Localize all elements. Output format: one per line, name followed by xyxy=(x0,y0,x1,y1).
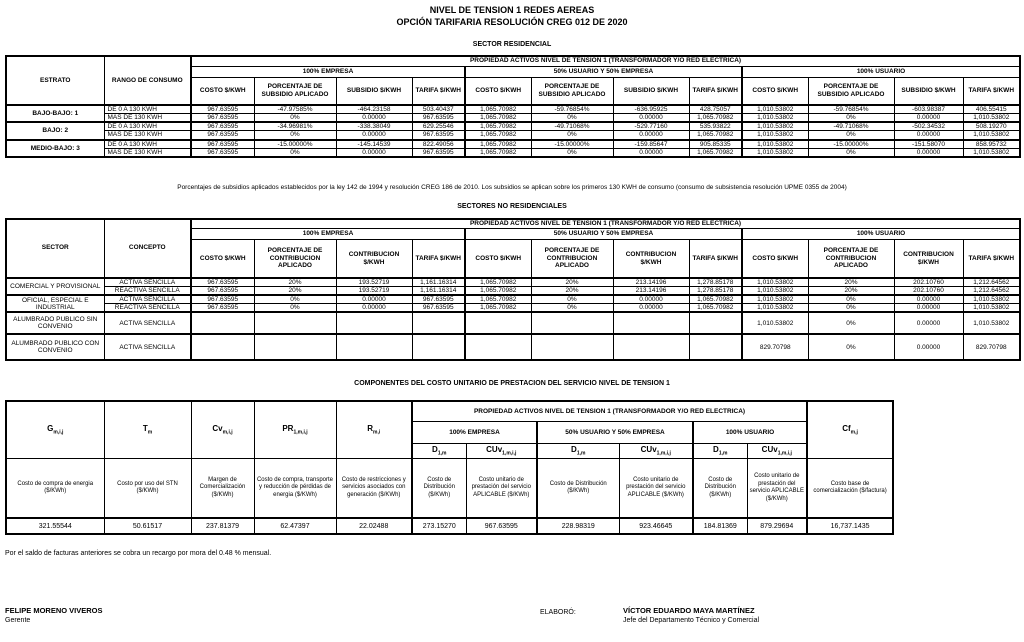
page-title-line2: OPCIÓN TARIFARIA RESOLUCIÓN CREG 012 DE 2020 xyxy=(396,17,628,27)
table-row xyxy=(6,105,1020,114)
estrato-cell: BAJO: 2 xyxy=(6,122,104,139)
page-title-line1: NIVEL DE TENSION 1 REDES AEREAS xyxy=(429,5,595,15)
table-cell: 273.15270 xyxy=(412,518,466,534)
sector-cell: COMERCIAL Y PROVISIONAL xyxy=(6,278,104,295)
table-cell: 967.63595 xyxy=(191,148,254,157)
components-table-body xyxy=(6,458,893,534)
table-cell: 1,065.70982 xyxy=(465,140,531,149)
manager-name: FELIPE MORENO VIVEROS xyxy=(5,606,103,616)
subcol-header: TARIFA $/KWH xyxy=(689,77,742,105)
table-cell: 0% xyxy=(254,131,336,140)
table-cell xyxy=(191,334,254,360)
table-cell: 0% xyxy=(531,295,613,304)
table-cell: 1,010.53802 xyxy=(963,304,1020,313)
table-cell: Costo de Distribución ($/KWh) xyxy=(537,458,619,518)
table-cell: 967.63595 xyxy=(466,518,537,534)
subcol-header: PORCENTAJE DE CONTRIBUCION APLICADO xyxy=(531,240,613,278)
table-cell: 1,065.70982 xyxy=(465,286,531,295)
table-cell: 0% xyxy=(254,148,336,157)
table-cell: -464.23158 xyxy=(336,105,412,114)
table-cell: 0.00000 xyxy=(336,304,412,313)
table-cell: Costo unitario de prestación del servicio APLICABLE ($/KWh) xyxy=(747,458,807,518)
table-cell xyxy=(689,334,742,360)
table-cell: -603.98387 xyxy=(894,105,963,114)
subcol-header: SUBSIDIO $/KWH xyxy=(894,77,963,105)
table-row xyxy=(6,334,1020,360)
table-cell: 0.00000 xyxy=(613,295,689,304)
table-row xyxy=(6,286,1020,295)
table-cell xyxy=(465,334,531,360)
manager-role: Gerente xyxy=(5,617,31,625)
table-cell: 1,065.70982 xyxy=(689,148,742,157)
col-header-concepto: CONCEPTO xyxy=(104,219,191,278)
table-cell: 0.00000 xyxy=(336,148,412,157)
table-cell: 1,010.53802 xyxy=(963,114,1020,123)
table-cell: 508.19270 xyxy=(963,122,1020,131)
table-cell: 967.63595 xyxy=(412,304,465,313)
table-row xyxy=(6,114,1020,123)
table-cell: 0% xyxy=(254,114,336,123)
subcol-header: PORCENTAJE DE CONTRIBUCION APLICADO xyxy=(254,240,336,278)
table-cell: Costo de compra, transporte y reducción de pérdidas de energia ($/KWh) xyxy=(254,458,336,518)
table-cell: 967.63595 xyxy=(412,114,465,123)
col-header-cuv: CUv$_{1,m,i,j}$ xyxy=(619,443,693,458)
author-name: VÍCTOR EDUARDO MAYA MARTÍNEZ xyxy=(623,606,755,616)
components-table xyxy=(5,400,894,535)
table-cell: 967.63595 xyxy=(412,295,465,304)
table-cell: 50.61517 xyxy=(104,518,191,534)
table-cell: 535.93822 xyxy=(689,122,742,131)
table-cell: 0.00000 xyxy=(336,131,412,140)
table-cell: 967.63595 xyxy=(191,105,254,114)
table-cell: DE 0 A 130 KWH xyxy=(104,122,191,131)
group-header-usuario: 100% USUARIO xyxy=(693,421,807,443)
table-cell: 1,161.16314 xyxy=(412,278,465,287)
table-cell: MAS DE 130 KWH xyxy=(104,148,191,157)
table-cell: 0% xyxy=(254,304,336,313)
table-cell: 0.00000 xyxy=(894,131,963,140)
table-cell: DE 0 A 130 KWH xyxy=(104,140,191,149)
elaborated-by-label: ELABORÓ: xyxy=(540,609,576,617)
col-header-t: $T_m$ xyxy=(104,401,191,458)
table-cell: 1,065.70982 xyxy=(465,122,531,131)
subcol-header: PORCENTAJE DE CONTRIBUCION APLICADO xyxy=(808,240,894,278)
subcol-header: SUBSIDIO $/KWH xyxy=(613,77,689,105)
table-cell: 923.46645 xyxy=(619,518,693,534)
table-cell: 503.40437 xyxy=(412,105,465,114)
table-cell: 0% xyxy=(531,304,613,313)
table-cell: 1,065.70982 xyxy=(465,131,531,140)
table-cell: 202.10760 xyxy=(894,286,963,295)
table-cell: 1,065.70982 xyxy=(689,295,742,304)
subcol-header: CONTRIBUCION $/KWH xyxy=(336,240,412,278)
table-cell: ACTIVA SENCILLA xyxy=(104,278,191,287)
non-residential-table-header xyxy=(6,219,1020,278)
table-cell: 858.95732 xyxy=(963,140,1020,149)
subcol-header: COSTO $/KWH xyxy=(465,240,531,278)
table-cell: -151.58070 xyxy=(894,140,963,149)
table-cell: -59.76854% xyxy=(808,105,894,114)
col-header-cuv: CUv$_{1,m,i,j}$ xyxy=(466,443,537,458)
table-cell: 1,010.53802 xyxy=(963,148,1020,157)
author-role: Jefe del Departamento Técnico y Comercial xyxy=(623,617,760,625)
table-cell: 20% xyxy=(531,278,613,287)
table-cell: 0.00000 xyxy=(613,148,689,157)
table-cell: 20% xyxy=(531,286,613,295)
table-cell: MAS DE 130 KWH xyxy=(104,131,191,140)
table-cell: Costo de Distribución ($/KWh) xyxy=(693,458,747,518)
residential-table xyxy=(5,55,1021,158)
table-cell: 1,010.53802 xyxy=(963,312,1020,334)
table-row xyxy=(6,148,1020,157)
subcol-header: CONTRIBUCION $/KWH xyxy=(613,240,689,278)
propiedad-span-header: PROPIEDAD ACTIVOS NIVEL DE TENSION 1 (TRANSFORMADOR Y/O RED ELECTRICA) xyxy=(412,401,807,421)
table-cell: 1,065.70982 xyxy=(465,114,531,123)
subcol-header: COSTO $/KWH xyxy=(191,77,254,105)
table-cell: 20% xyxy=(808,278,894,287)
table-cell: 1,278.85178 xyxy=(689,278,742,287)
table-cell: ACTIVA SENCILLA xyxy=(104,334,191,360)
table-cell: -34.96981% xyxy=(254,122,336,131)
table-cell: 0% xyxy=(808,295,894,304)
table-cell: 0.00000 xyxy=(894,148,963,157)
table-row xyxy=(6,295,1020,304)
table-cell: 0% xyxy=(808,148,894,157)
table-cell: 1,010.53802 xyxy=(742,304,808,313)
col-header-d: $D_{1,m}$ xyxy=(412,443,466,458)
section-title-residential: SECTOR RESIDENCIAL xyxy=(472,41,552,48)
subcol-header: TARIFA $/KWH xyxy=(689,240,742,278)
table-cell: 1,065.70982 xyxy=(465,295,531,304)
table-cell: 0.00000 xyxy=(613,114,689,123)
table-cell: 0% xyxy=(808,131,894,140)
table-cell: 0.00000 xyxy=(894,114,963,123)
table-cell: 1,161.16314 xyxy=(412,286,465,295)
table-cell: 1,212.64562 xyxy=(963,278,1020,287)
non-residential-table-body xyxy=(6,278,1020,361)
table-cell: -502.34532 xyxy=(894,122,963,131)
table-cell: 0.00000 xyxy=(336,114,412,123)
table-cell: -49.71068% xyxy=(531,122,613,131)
sector-cell: ALUMBRADO PUBLICO SIN CONVENIO xyxy=(6,312,104,334)
table-cell xyxy=(613,312,689,334)
table-cell: 1,065.70982 xyxy=(689,114,742,123)
table-cell: 1,010.53802 xyxy=(742,140,808,149)
table-row xyxy=(6,304,1020,313)
table-cell: 20% xyxy=(808,286,894,295)
table-cell: 0% xyxy=(254,295,336,304)
col-header-d: $D_{1,m}$ xyxy=(693,443,747,458)
table-cell: -338.38049 xyxy=(336,122,412,131)
table-cell: 62.47397 xyxy=(254,518,336,534)
table-cell: 1,065.70982 xyxy=(689,304,742,313)
table-cell xyxy=(689,312,742,334)
group-header-usuario: 100% USUARIO xyxy=(742,229,1020,240)
table-cell xyxy=(191,312,254,334)
table-cell: Margen de Comercialización ($/KWh) xyxy=(191,458,254,518)
table-cell: 20% xyxy=(254,286,336,295)
section-title-non-residential: SECTORES NO RESIDENCIALES xyxy=(457,202,567,210)
table-cell: 0.00000 xyxy=(894,295,963,304)
table-cell: 20% xyxy=(254,278,336,287)
table-cell: 0% xyxy=(808,114,894,123)
subcol-header: PORCENTAJE DE SUBSIDIO APLICADO xyxy=(531,77,613,105)
group-header-mixto: 50% USUARIO Y 50% EMPRESA xyxy=(465,229,742,240)
table-cell xyxy=(531,312,613,334)
table-cell: 0.00000 xyxy=(613,131,689,140)
col-header-d: $D_{1,m}$ xyxy=(537,443,619,458)
table-cell: 406.55415 xyxy=(963,105,1020,114)
table-cell: 22.02488 xyxy=(336,518,412,534)
table-cell: 213.14196 xyxy=(613,286,689,295)
subcol-header: SUBSIDIO $/KWH xyxy=(336,77,412,105)
table-cell: 0% xyxy=(531,114,613,123)
table-cell: 1,010.53802 xyxy=(742,295,808,304)
subcol-header: PORCENTAJE DE SUBSIDIO APLICADO xyxy=(808,77,894,105)
residential-table-header xyxy=(6,56,1020,105)
table-cell: 0.00000 xyxy=(336,295,412,304)
estrato-cell: MEDIO-BAJO: 3 xyxy=(6,140,104,157)
table-cell: 193.52719 xyxy=(336,286,412,295)
table-cell: -59.76854% xyxy=(531,105,613,114)
residential-table-body xyxy=(6,105,1020,157)
table-cell: MAS DE 130 KWH xyxy=(104,114,191,123)
group-header-usuario: 100% USUARIO xyxy=(742,66,1020,77)
table-row xyxy=(6,312,1020,334)
col-header-cv: $Cv_{m,i,j}$ xyxy=(191,401,254,458)
subcol-header: COSTO $/KWH xyxy=(465,77,531,105)
table-cell: 967.63595 xyxy=(412,148,465,157)
table-row xyxy=(6,122,1020,131)
subcol-header: TARIFA $/KWH xyxy=(412,77,465,105)
table-cell: 967.63595 xyxy=(412,131,465,140)
table-cell: -15.00000% xyxy=(254,140,336,149)
table-cell: 213.14196 xyxy=(613,278,689,287)
estrato-cell: BAJO-BAJO: 1 xyxy=(6,105,104,122)
table-cell: 967.63595 xyxy=(191,278,254,287)
table-cell: Costo de restricciones y servicios asociados con generación ($/KWh) xyxy=(336,458,412,518)
table-cell: 1,010.53802 xyxy=(963,295,1020,304)
table-cell xyxy=(465,312,531,334)
table-cell xyxy=(531,334,613,360)
col-header-r: $R_{m,i}$ xyxy=(336,401,412,458)
group-header-mixto: 50% USUARIO Y 50% EMPRESA xyxy=(537,421,693,443)
table-cell: -15.00000% xyxy=(531,140,613,149)
subcol-header: COSTO $/KWH xyxy=(742,77,808,105)
table-cell: -47.97585% xyxy=(254,105,336,114)
table-cell: 822.49056 xyxy=(412,140,465,149)
table-cell: 1,010.53802 xyxy=(742,148,808,157)
table-cell xyxy=(412,312,465,334)
table-cell: 1,010.53802 xyxy=(742,105,808,114)
table-cell: Costo por uso del STN ($/KWh) xyxy=(104,458,191,518)
subcol-header: TARIFA $/KWH xyxy=(412,240,465,278)
table-row xyxy=(6,458,893,518)
table-cell: -15.00000% xyxy=(808,140,894,149)
table-cell: 0.00000 xyxy=(894,312,963,334)
table-row xyxy=(6,131,1020,140)
group-header-mixto: 50% USUARIO Y 50% EMPRESA xyxy=(465,66,742,77)
group-header-empresa: 100% EMPRESA xyxy=(412,421,537,443)
table-cell: -529.77160 xyxy=(613,122,689,131)
table-cell: 967.63595 xyxy=(191,114,254,123)
table-cell: 1,010.53802 xyxy=(742,278,808,287)
table-cell: 0% xyxy=(808,312,894,334)
col-header-pr: $PR_{1,m,i,j}$ xyxy=(254,401,336,458)
table-cell: 237.81379 xyxy=(191,518,254,534)
table-cell: 0% xyxy=(808,334,894,360)
table-cell: REACTIVA SENCILLA xyxy=(104,304,191,313)
table-cell: 321.55544 xyxy=(6,518,104,534)
table-cell: ACTIVA SENCILLA xyxy=(104,312,191,334)
table-cell: 202.10760 xyxy=(894,278,963,287)
table-cell: 1,010.53802 xyxy=(742,114,808,123)
table-cell: Costo unitario de prestación del servicio APLICABLE ($/KWh) xyxy=(619,458,693,518)
propiedad-span-header: PROPIEDAD ACTIVOS NIVEL DE TENSION 1 (TRANSFORMADOR Y/O RED ELECTRICA) xyxy=(191,56,1020,66)
table-cell: -636.95925 xyxy=(613,105,689,114)
col-header-cf: $Cf_{m,j}$ xyxy=(807,401,893,458)
subcol-header: TARIFA $/KWH xyxy=(963,240,1020,278)
signature-right xyxy=(623,606,759,625)
table-cell xyxy=(613,334,689,360)
table-cell: -145.14539 xyxy=(336,140,412,149)
table-cell: -49.71068% xyxy=(808,122,894,131)
table-cell: 1,010.53802 xyxy=(742,131,808,140)
table-cell: 905.85335 xyxy=(689,140,742,149)
table-cell: 967.63595 xyxy=(191,131,254,140)
col-header-cuv: CUv$_{1,m,i,j}$ xyxy=(747,443,807,458)
propiedad-span-header: PROPIEDAD ACTIVOS NIVEL DE TENSION 1 (TRANSFORMADOR Y/O RED ELECTRICA) xyxy=(191,219,1020,229)
group-header-empresa: 100% EMPRESA xyxy=(191,66,465,77)
table-cell: 193.52719 xyxy=(336,278,412,287)
table-row xyxy=(6,278,1020,287)
col-header-estrato: ESTRATO xyxy=(6,56,104,105)
signature-left xyxy=(5,606,103,625)
col-header-g: $G_{m,i,j}$ xyxy=(6,401,104,458)
table-cell: 1,010.53802 xyxy=(742,122,808,131)
subsidy-note: Porcentajes de subsidios aplicados establecidos por la ley 142 de 1994 y resolución CREG 186 de 2010. Los subsidios se aplican sobre los primeros 130 KWH de consumo (consumo de subsistencia resolución UPME 0355 de 2004) xyxy=(177,183,847,191)
subcol-header: TARIFA $/KWH xyxy=(963,77,1020,105)
group-header-empresa: 100% EMPRESA xyxy=(191,229,465,240)
table-cell: ACTIVA SENCILLA xyxy=(104,295,191,304)
sector-cell: ALUMBRADO PUBLICO CON CONVENIO xyxy=(6,334,104,360)
table-cell xyxy=(336,334,412,360)
table-cell: 184.81369 xyxy=(693,518,747,534)
table-cell: 967.63595 xyxy=(191,304,254,313)
table-cell: 629.25546 xyxy=(412,122,465,131)
table-cell: 829.70798 xyxy=(742,334,808,360)
table-cell: 0.00000 xyxy=(894,304,963,313)
table-cell: 0% xyxy=(531,131,613,140)
table-cell: 1,010.53802 xyxy=(742,312,808,334)
table-cell: 1,278.85178 xyxy=(689,286,742,295)
table-cell: 1,010.53802 xyxy=(963,131,1020,140)
subcol-header: PORCENTAJE DE SUBSIDIO APLICADO xyxy=(254,77,336,105)
table-cell: Costo de Distribución ($/KWh) xyxy=(412,458,466,518)
table-cell xyxy=(412,334,465,360)
table-cell: Costo de compra de energia ($/KWh) xyxy=(6,458,104,518)
table-cell: 967.63595 xyxy=(191,286,254,295)
table-row xyxy=(6,140,1020,149)
table-cell: 228.98319 xyxy=(537,518,619,534)
table-cell xyxy=(254,312,336,334)
sector-cell: OFICIAL, ESPECIAL E INDUSTRIAL xyxy=(6,295,104,312)
table-cell xyxy=(254,334,336,360)
table-cell: 0% xyxy=(531,148,613,157)
components-table-header xyxy=(6,401,893,458)
table-cell: 1,065.70982 xyxy=(465,278,531,287)
table-cell: 1,212.64562 xyxy=(963,286,1020,295)
table-cell: 0% xyxy=(808,304,894,313)
non-residential-table xyxy=(5,218,1021,362)
table-cell: 967.63595 xyxy=(191,295,254,304)
subcol-header: CONTRIBUCION $/KWH xyxy=(894,240,963,278)
subcol-header: COSTO $/KWH xyxy=(191,240,254,278)
table-cell: 879.29694 xyxy=(747,518,807,534)
table-cell: -159.85647 xyxy=(613,140,689,149)
table-cell: DE 0 A 130 KWH xyxy=(104,105,191,114)
table-cell: 428.75057 xyxy=(689,105,742,114)
table-cell: 0.00000 xyxy=(894,334,963,360)
table-cell: Costo unitario de prestación del servicio APLICABLE ($/KWh) xyxy=(466,458,537,518)
table-cell: 1,010.53802 xyxy=(742,286,808,295)
table-cell: 16,737.1435 xyxy=(807,518,893,534)
table-cell: 1,065.70982 xyxy=(465,105,531,114)
table-cell: 1,065.70982 xyxy=(465,148,531,157)
table-cell: 967.63595 xyxy=(191,140,254,149)
table-cell: REACTIVA SENCILLA xyxy=(104,286,191,295)
signature-block xyxy=(5,606,1019,642)
table-cell: Costo base de comercialización ($/factura) xyxy=(807,458,893,518)
table-cell: 967.63595 xyxy=(191,122,254,131)
table-cell: 1,065.70982 xyxy=(689,131,742,140)
col-header-rango: RANGO DE CONSUMO xyxy=(104,56,191,105)
subcol-header: COSTO $/KWH xyxy=(742,240,808,278)
late-fee-note: Por el saldo de facturas anteriores se cobra un recargo por mora del 0.48 % mensual. xyxy=(5,550,272,558)
table-cell: 0.00000 xyxy=(613,304,689,313)
table-cell: 829.70798 xyxy=(963,334,1020,360)
table-row xyxy=(6,518,893,534)
table-cell: 1,065.70982 xyxy=(465,304,531,313)
section-title-components: COMPONENTES DEL COSTO UNITARIO DE PRESTACION DEL SERVICIO NIVEL DE TENSION 1 xyxy=(354,380,670,388)
table-cell xyxy=(336,312,412,334)
col-header-sector: SECTOR xyxy=(6,219,104,278)
